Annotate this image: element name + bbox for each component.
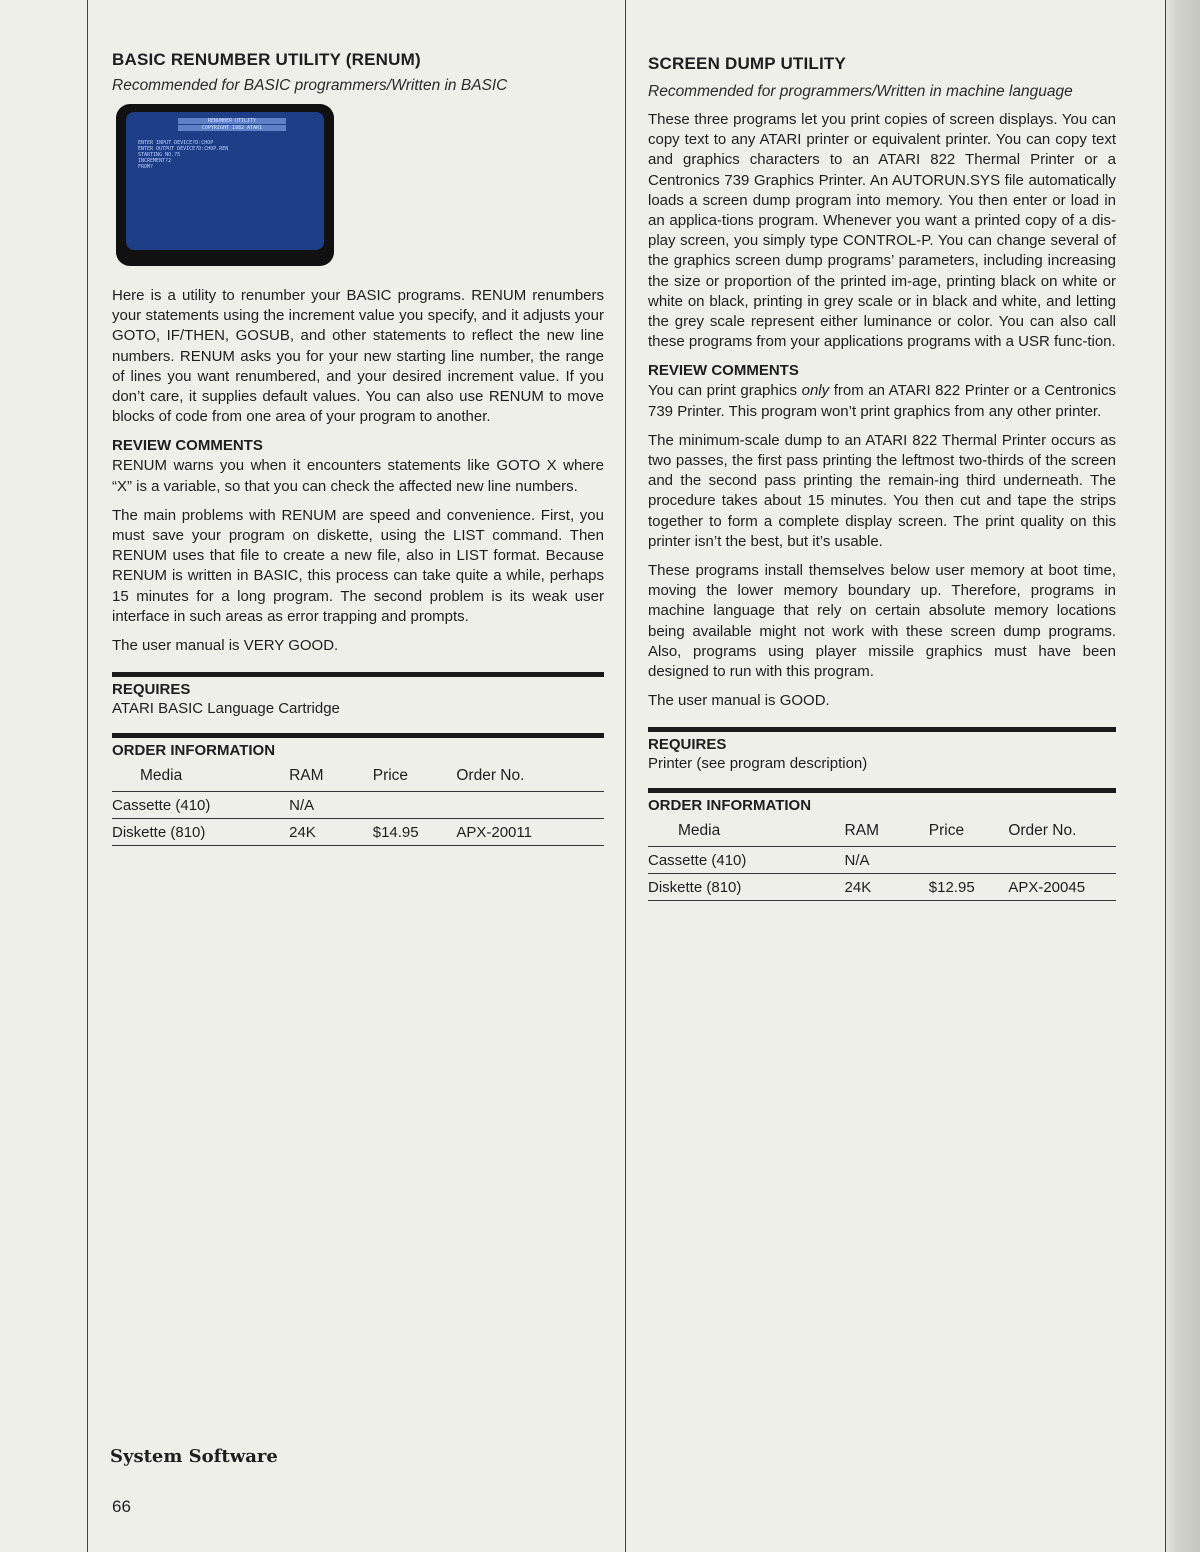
renum-requires-text: ATARI BASIC Language Cartridge: [112, 700, 340, 718]
screen-dump-requires-title: REQUIRES: [648, 736, 727, 754]
screenshot-header-line: COPYRIGHT 1982 ATARI: [178, 125, 286, 131]
table-cell: [373, 792, 457, 819]
renum-description: Here is a utility to renumber your BASIC programs. RENUM renumbers your statements using the increment value you specify, and it adjusts your GOTO, IF/THEN, GOSUB, and other statements to reflect the new line numbers. RENUM asks you for your new starting line number, the range of lines you want renumbered, and your desired increment value. If you don’t care, it supplies default values. You can also use RENUM to move blocks of code from one area of your program to another.: [112, 287, 604, 426]
screenshot-line: INCREMENT?2: [138, 158, 172, 164]
renum-review-paragraph: RENUM warns you when it encounters statements like GOTO X where “X” is a variable, so that you can check the affected new line numbers.: [112, 457, 604, 495]
review-emphasis: only: [801, 382, 830, 400]
renum-requires-title: REQUIRES: [112, 681, 191, 699]
table-cell: N/A: [845, 847, 929, 874]
table-cell: [456, 792, 604, 819]
screen-dump-title: SCREEN DUMP UTILITY: [648, 54, 847, 73]
renum-article: [112, 50, 604, 846]
section-bar: [648, 727, 1116, 732]
renum-order-table: [112, 763, 604, 846]
renum-title: BASIC RENUMBER UTILITY (RENUM): [112, 50, 421, 69]
screen-dump-order-table: [648, 818, 1116, 901]
table-cell: Diskette (810): [112, 819, 289, 846]
renum-review-paragraph: The user manual is VERY GOOD.: [112, 637, 339, 655]
screenshot-line: ENTER INPUT DEVICE?D:CHOP: [138, 140, 214, 146]
table-cell: APX-20045: [1008, 874, 1116, 901]
renum-subtitle: Recommended for BASIC programmers/Written in BASIC: [112, 77, 508, 94]
table-row: [648, 874, 1116, 901]
renum-screenshot: [116, 104, 334, 266]
table-cell: [1008, 847, 1116, 874]
screenshot-line: STARTING NO.?5: [138, 152, 181, 158]
renum-review-title: REVIEW COMMENTS: [112, 437, 263, 455]
table-header-order-no: Order No.: [1008, 818, 1116, 847]
table-header-row: [648, 818, 1116, 847]
page-number: 66: [112, 1497, 131, 1516]
table-header-row: [112, 763, 604, 792]
section-bar: [112, 733, 604, 738]
table-row: [112, 792, 604, 819]
screenshot-display: [126, 112, 324, 250]
screen-dump-requires-text: Printer (see program description): [648, 755, 868, 773]
review-text: You can print graphics: [648, 382, 802, 400]
table-header-media: Media: [648, 818, 845, 847]
screen-dump-description: These three programs let you print copies of screen displays. You can copy text to any ATARI printer or equivalent printer. You can copy text and graphics characters to an ATARI 822 Thermal Printer or a Centronics 739 Graphics Printer. An AUTORUN.SYS file automatically loads a screen dump program into memory. You then enter or load in an applica-tions program. Whenever you want a printed copy of a dis-play screen, you simply type CONTROL-P. You can change several of the graphics screen dump programs’ parameters, including increasing the size or proportion of the printed im-age, printing black on white or white on black, printing in grey scale or in black and white, and letting the grey scale represent either luminance or color. You can also call these programs from your applications programs with a USR func-tion.: [648, 111, 1116, 351]
screenshot-line: ENTER OUTPUT DEVICE?D:CHOP.REN: [138, 146, 229, 152]
table-header-ram: RAM: [289, 763, 373, 792]
screen-dump-review-paragraph: The minimum-scale dump to an ATARI 822 Thermal Printer occurs as two passes, the first pass printing the leftmost two-thirds of the screen and the second pass printing the remain-ing third underneath. The procedure takes about 15 minutes. You then cut and tape the strips together to form a complete display screen. The print quality on this printer isn’t the best, but it’s usable.: [648, 431, 1116, 550]
table-cell: 24K: [845, 874, 929, 901]
section-footer-title: System Software: [110, 1446, 278, 1467]
left-margin-rule: [87, 0, 88, 1552]
screen-dump-article: [648, 50, 1116, 901]
table-row: [648, 847, 1116, 874]
table-cell: $14.95: [373, 819, 457, 846]
table-cell: Cassette (410): [648, 847, 845, 874]
screenshot-line: FROM?: [138, 164, 154, 170]
table-header-price: Price: [373, 763, 457, 792]
column-divider-rule: [625, 0, 626, 1552]
screen-dump-review-paragraph: The user manual is GOOD.: [648, 692, 830, 710]
table-cell: APX-20011: [456, 819, 604, 846]
page-edge-shadow: [1166, 0, 1200, 1552]
table-cell: [929, 847, 1009, 874]
screen-dump-review-title: REVIEW COMMENTS: [648, 362, 799, 380]
table-cell: $12.95: [929, 874, 1009, 901]
review-text: from an ATARI 822 Printer or a Centronics 739 Printer. This program won’t print graphics from any other printer.: [648, 382, 1116, 420]
table-cell: Cassette (410): [112, 792, 289, 819]
table-cell: N/A: [289, 792, 373, 819]
screenshot-header-line: RENUMBER UTILITY: [178, 118, 286, 124]
screen-dump-order-title: ORDER INFORMATION: [648, 797, 812, 815]
screen-dump-review-paragraph: [648, 381, 1116, 421]
table-header-ram: RAM: [845, 818, 929, 847]
table-header-order-no: Order No.: [456, 763, 604, 792]
renum-order-title: ORDER INFORMATION: [112, 742, 276, 760]
renum-review-paragraph: The main problems with RENUM are speed and convenience. First, you must save your program on diskette, using the LIST command. Then RENUM uses that file to create a new file, also in LIST format. Because RENUM is written in BASIC, this process can take quite a while, perhaps 15 minutes for a long program. The second problem is its weak user interface in such areas as error trapping and prompts.: [112, 506, 604, 625]
table-cell: Diskette (810): [648, 874, 845, 901]
section-bar: [112, 672, 604, 677]
table-cell: 24K: [289, 819, 373, 846]
screen-dump-subtitle: Recommended for programmers/Written in machine language: [648, 83, 1073, 100]
section-bar: [648, 788, 1116, 793]
table-row: [112, 819, 604, 846]
screen-dump-review-paragraph: These programs install themselves below user memory at boot time, moving the lower memory boundary up. Therefore, programs in machine language that rely on certain absolute memory locations being available might not work with these screen dump programs. Also, programs using player missile graphics must have been designed to run with this program.: [648, 562, 1116, 681]
table-header-price: Price: [929, 818, 1009, 847]
table-header-media: Media: [112, 763, 289, 792]
